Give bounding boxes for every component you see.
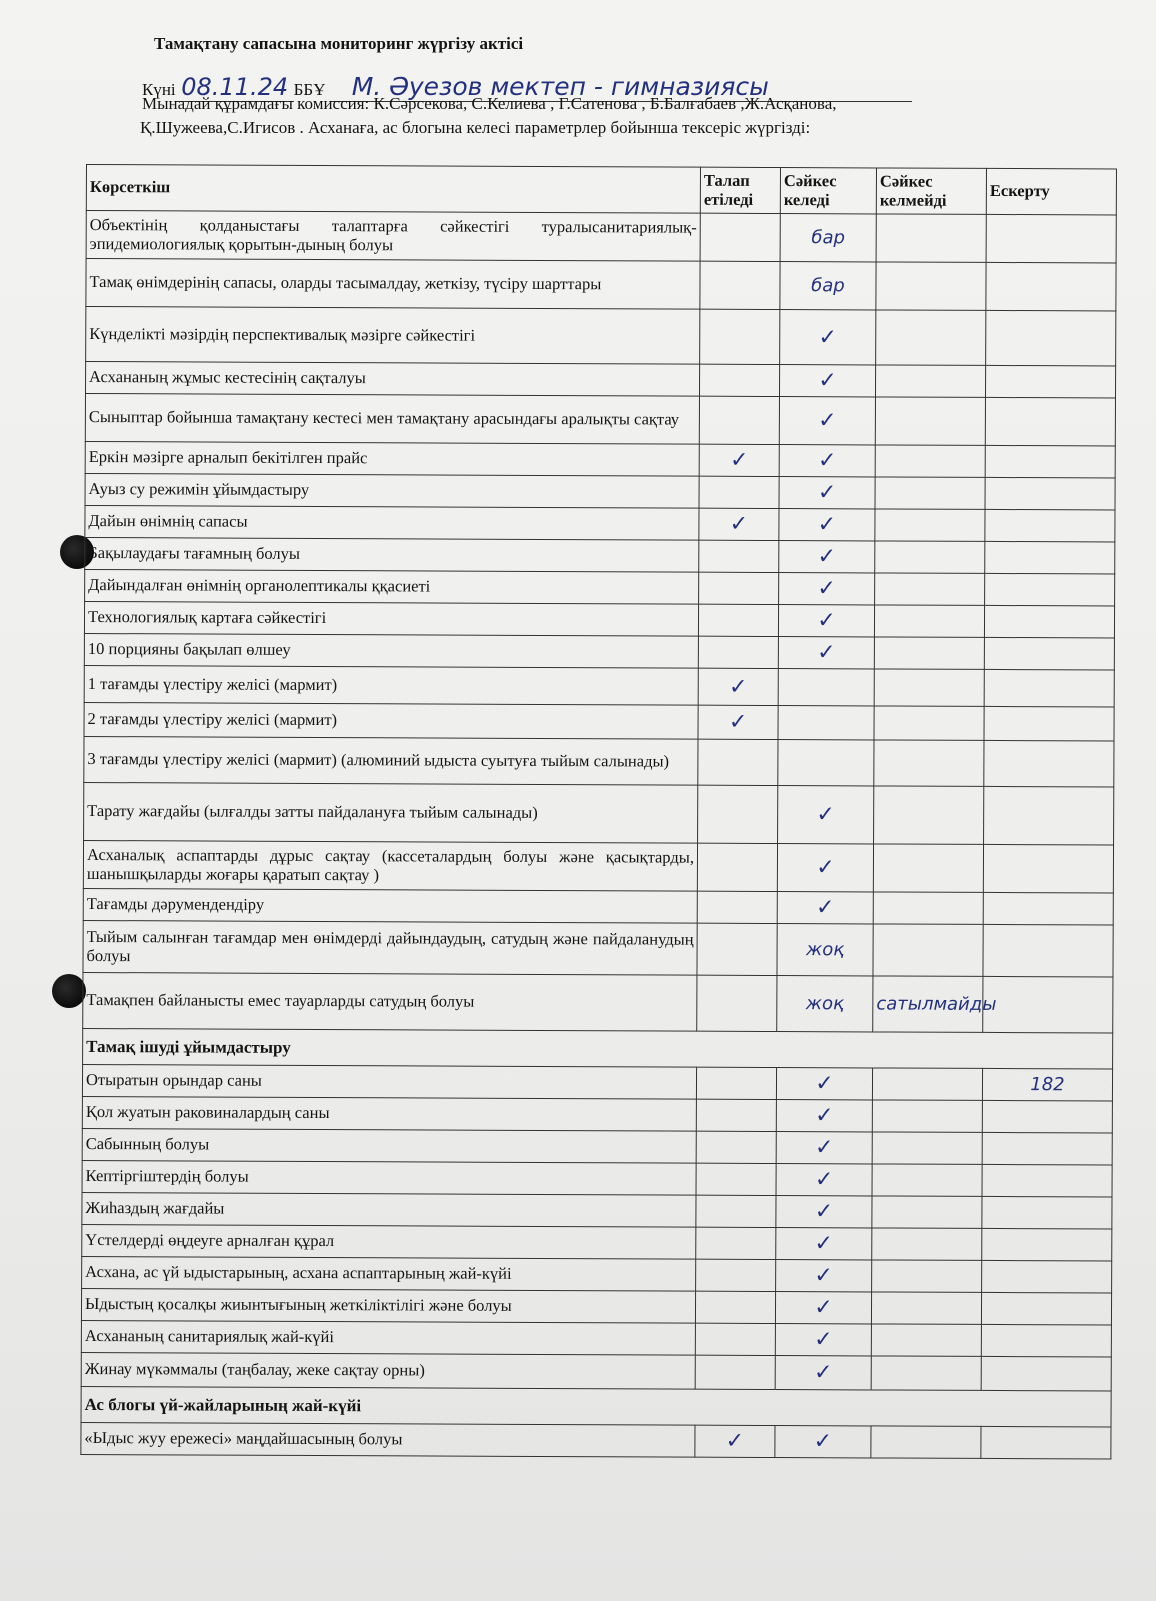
required-cell [699,572,779,604]
indicator-cell: Ауыз су режимін ұйымдастыру [85,473,699,508]
compliant-cell [778,740,874,786]
table-row [83,972,1113,1032]
commission-line: Мынадай құрамдағы комиссия: К.Сәрсекова, С.Келиева , Г.Сатенова , Б.Балғабаев ,Ж.Асқанова, [142,94,837,113]
compliant-cell: ✓ [777,844,873,892]
required-cell [696,1067,776,1099]
section-header-row [83,1028,1113,1068]
compliant-cell: ✓ [779,477,875,509]
indicator-cell: Асхананың санитариялық жай-күйі [81,1320,695,1355]
required-cell [696,1163,776,1195]
required-cell [698,739,778,785]
required-cell [700,213,780,261]
table-header-row [86,165,1116,215]
table-row [86,259,1116,311]
note-cell [983,892,1113,925]
indicator-cell: 10 порцияны бақылап өлшеу [84,633,698,668]
noncompliant-cell [874,637,984,669]
table-row [82,1192,1112,1228]
required-cell [700,261,780,309]
compliant-cell: ✓ [778,786,874,844]
required-cell [697,975,777,1031]
indicator-cell: Асханалық аспаптарды дұрыс сақтау (кассеталардың болуы және қасықтарды, шанышқыларды жоғары қаратып сақтау ) [83,840,697,891]
noncompliant-cell [874,786,984,844]
table-row [85,362,1115,398]
note-cell [982,1132,1112,1165]
required-cell [696,1227,776,1259]
required-cell [699,396,779,444]
compliant-cell: ✓ [776,1068,872,1100]
note-cell [983,844,1113,893]
compliant-cell: ✓ [779,445,875,477]
note-cell [985,477,1115,510]
note-cell [981,1324,1111,1357]
note-cell [981,1292,1111,1325]
compliant-cell: ✓ [775,1426,871,1458]
compliant-cell: ✓ [776,1228,872,1260]
required-cell: ✓ [698,668,778,705]
column-header-noncompliant: Сәйкес келмейді [876,168,986,214]
table-row [83,888,1113,924]
table-row [85,537,1115,573]
table-row [82,1064,1112,1100]
compliant-cell: жоқ [777,924,873,976]
table-row [81,1320,1111,1356]
note-cell: 182 [982,1068,1112,1101]
note-cell [986,262,1116,311]
indicator-cell: Жинау мүкәммалы (таңбалау, жеке сақтау орны) [81,1352,695,1389]
table-row [81,1288,1111,1324]
indicator-cell: 3 тағамды үлестіру желісі (мармит) (алюминий ыдыста суытуға тыйым салынады) [84,736,698,785]
note-cell [984,786,1114,845]
column-header-compliant: Сәйкес келеді [780,168,876,214]
noncompliant-cell [871,1292,981,1324]
indicator-cell: Сыныптар бойынша тамақтану кестесі мен тамақтану арасындағы аралықты сақтау [85,394,699,445]
required-cell: ✓ [695,1425,775,1457]
document-title: Тамақтану сапасына мониторинг жүргізу актісі [154,34,524,53]
compliant-cell: ✓ [779,365,875,397]
noncompliant-cell [873,892,983,924]
required-cell [699,364,779,396]
indicator-cell: 2 тағамды үлестіру желісі (мармит) [84,702,698,739]
indicator-cell: Асхананың жұмыс кестесінің сақталуы [85,362,699,397]
compliant-cell: ✓ [780,310,876,365]
compliant-cell: ✓ [778,637,874,669]
table-row [85,505,1115,541]
note-cell [985,573,1115,606]
table-row [84,782,1114,844]
noncompliant-cell [876,214,986,262]
note-cell [986,214,1116,263]
indicator-cell: Күнделікті мәзірдің перспективалық мәзірге сәйкестігі [86,307,700,365]
indicator-cell: Тағамды дәрумендендіру [83,888,697,923]
noncompliant-cell [871,1324,981,1356]
noncompliant-cell [873,924,983,976]
table-row [81,1352,1111,1390]
note-cell [981,1356,1111,1391]
section-header-row [81,1386,1111,1426]
note-cell [982,1164,1112,1197]
noncompliant-cell [875,445,985,477]
table-row [86,211,1116,263]
note-cell [984,669,1114,707]
table-row [82,1224,1112,1260]
required-cell [697,891,777,923]
indicator-cell: Асхана, ас үй ыдыстарының, асхана аспаптарының жай-күйі [82,1256,696,1291]
indicator-cell: Тыйым салынған тағамдар мен өнімдерді дайындаудың, сатудың және пайдаланудың болуы [83,920,697,975]
note-cell [982,1100,1112,1133]
indicator-cell: Тамақпен байланысты емес тауарларды сатудың болуы [83,972,697,1031]
table-row [82,1160,1112,1196]
note-cell [982,1196,1112,1229]
required-cell [696,1099,776,1131]
table-row [85,394,1115,446]
required-cell [699,540,779,572]
table-row [84,736,1114,786]
note-cell [985,541,1115,574]
noncompliant-cell [875,573,985,605]
required-cell [698,636,778,668]
noncompliant-cell [875,365,985,397]
indicator-cell: Тамақ өнімдерінің сапасы, оларды тасымалдау, жеткізу, түсіру шарттары [86,259,700,310]
required-cell [697,843,777,891]
note-cell [981,1426,1111,1459]
compliant-cell: ✓ [778,605,874,637]
note-cell [984,740,1114,787]
required-cell: ✓ [698,705,778,739]
compliant-cell: бар [780,262,876,310]
noncompliant-cell [872,1228,982,1260]
noncompliant-cell [871,1426,981,1458]
required-cell [696,1131,776,1163]
noncompliant-cell [871,1356,981,1390]
indicator-cell: Ыдыстың қосалқы жиынтығының жеткіліктілігі және болуы [81,1288,695,1323]
compliant-cell: ✓ [777,892,873,924]
school-name: М. Әуезов мектеп - гимназиясы [330,72,912,102]
indicator-cell: «Ыдыс жуу ережесі» маңдайшасының болуы [81,1422,695,1457]
note-cell [982,1260,1112,1293]
note-cell [986,310,1116,366]
compliant-cell: ✓ [776,1132,872,1164]
section-title: Тамақ ішуді ұйымдастыру [83,1028,1113,1068]
table-row [86,307,1116,366]
required-cell [700,309,780,364]
noncompliant-cell [873,844,983,892]
compliant-cell: ✓ [775,1324,871,1356]
compliant-cell: ✓ [775,1356,871,1390]
indicator-cell: 1 тағамды үлестіру желісі (мармит) [84,665,698,705]
noncompliant-cell [876,262,986,310]
table-row [82,1096,1112,1132]
noncompliant-cell [875,477,985,509]
date-value: 08.11.24 [176,73,294,102]
indicator-cell: Еркін мәзірге арналып бекітілген прайс [85,441,699,476]
indicator-cell: Технологиялық картаға сәйкестігі [84,601,698,636]
required-cell [695,1355,775,1389]
noncompliant-cell [875,541,985,573]
required-cell [699,476,779,508]
indicator-cell: Жиһаздың жағдайы [82,1192,696,1227]
column-header-indicator: Көрсеткіш [86,165,700,214]
compliant-cell: ✓ [779,573,875,605]
column-header-required: Талап етіледі [700,167,780,213]
note-cell [985,509,1115,542]
noncompliant-cell [874,706,984,740]
table-row [82,1256,1112,1292]
table-row [83,840,1113,892]
required-cell [697,923,777,975]
indicator-cell: Отыратын орындар саны [82,1064,696,1099]
required-cell [696,1195,776,1227]
indicator-cell: Сабынның болуы [82,1128,696,1163]
noncompliant-cell: сатылмайды [873,976,983,1032]
column-header-note: Ескерту [986,168,1116,215]
table-row [85,569,1115,605]
indicator-cell: Қол жуатын раковиналардың саны [82,1096,696,1131]
noncompliant-cell [872,1100,982,1132]
table-row [84,702,1114,740]
noncompliant-cell [875,509,985,541]
note-cell [984,706,1114,741]
noncompliant-cell [876,310,986,365]
noncompliant-cell [874,605,984,637]
note-cell [985,365,1115,398]
compliant-cell: ✓ [776,1196,872,1228]
note-cell [984,605,1114,638]
compliant-cell: ✓ [779,509,875,541]
compliant-cell: ✓ [776,1100,872,1132]
indicator-cell: Дайындалған өнімнің органолептикалы ққасиеті [85,569,699,604]
table-row [84,633,1114,669]
commission-line-2: Қ.Шужеева,С.Игисов . Асханаға, ас блогына келесі параметрлер бойынша тексеріс жүргізді: [140,118,811,137]
indicator-cell: Кептіргіштердің болуы [82,1160,696,1195]
note-cell [982,1228,1112,1261]
table-row [84,665,1114,706]
date-label: Күні [142,80,176,99]
indicator-cell: Объектінің қолданыстағы талаптарға сәйкестігі туралысанитариялық-эпидемиологиялық қорытын-дының болуы [86,211,700,262]
note-cell [983,924,1113,977]
table-row [82,1128,1112,1164]
indicator-cell: Тарату жағдайы (ылғалды затты пайдалануға тыйым салынады) [84,782,698,843]
compliant-cell: ✓ [776,1164,872,1196]
compliant-cell: жоқ [777,976,873,1032]
noncompliant-cell [875,397,985,445]
noncompliant-cell [872,1196,982,1228]
indicator-cell: Үстелдерді өңдеуге арналған құрал [82,1224,696,1259]
table-row [83,920,1113,976]
required-cell [695,1323,775,1355]
note-cell [984,637,1114,670]
indicator-cell: Дайын өнімнің сапасы [85,505,699,540]
table-row [85,441,1115,477]
inspection-table [80,164,1117,1459]
compliant-cell: ✓ [779,541,875,573]
required-cell [696,1259,776,1291]
required-cell: ✓ [699,444,779,476]
noncompliant-cell [874,669,984,706]
note-cell [985,445,1115,478]
required-cell [695,1291,775,1323]
compliant-cell: бар [780,214,876,262]
indicator-cell: Бақылаудағы тағамның болуы [85,537,699,572]
table-row [85,473,1115,509]
noncompliant-cell [872,1132,982,1164]
compliant-cell: ✓ [775,1292,871,1324]
section-title: Ас блогы үй-жайларының жай-күйі [81,1386,1111,1426]
compliant-cell: ✓ [776,1260,872,1292]
noncompliant-cell [872,1068,982,1100]
noncompliant-cell [872,1164,982,1196]
org-label: ББҰ [293,80,326,99]
table-row [84,601,1114,637]
noncompliant-cell [872,1260,982,1292]
note-cell [983,976,1113,1033]
compliant-cell [778,669,874,706]
required-cell: ✓ [699,508,779,540]
compliant-cell: ✓ [779,397,875,445]
noncompliant-cell [874,740,984,786]
required-cell [698,785,778,843]
note-cell [985,397,1115,446]
required-cell [698,604,778,636]
table-row [81,1422,1111,1458]
punch-hole-bottom [52,974,86,1008]
compliant-cell [778,706,874,740]
